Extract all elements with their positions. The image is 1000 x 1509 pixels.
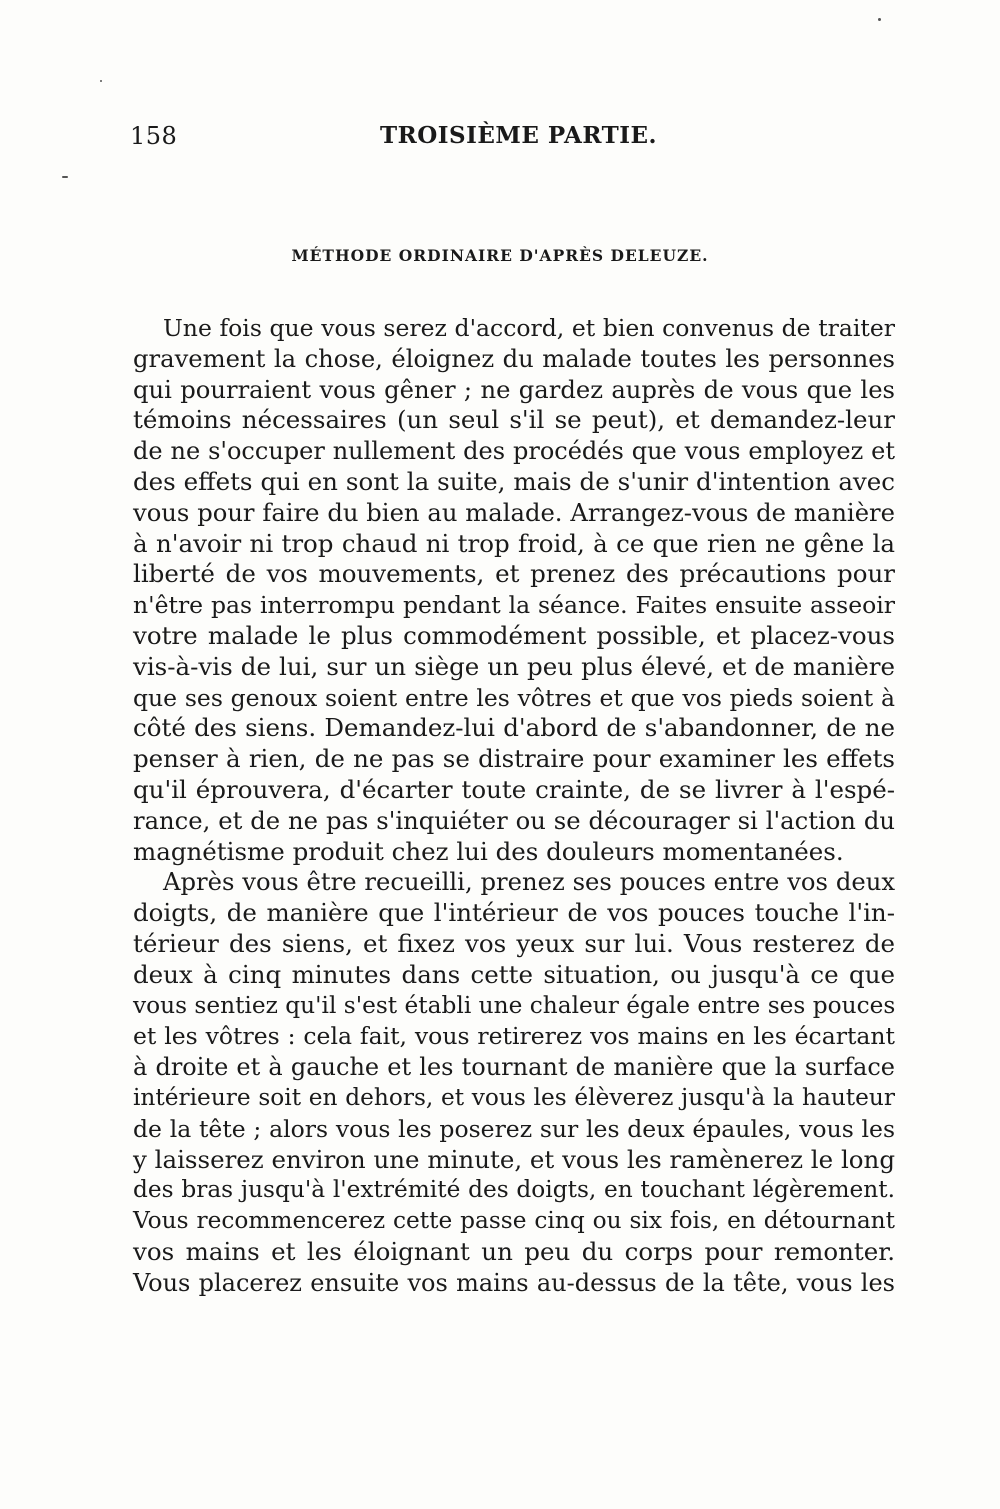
text-line: qu'il éprouvera, d'écarter toute crainte, de se livrer à l'espé- <box>133 774 895 804</box>
text-line: des effets qui en sont la suite, mais de s'unir d'intention avec <box>133 466 895 496</box>
paper-speck <box>100 80 102 82</box>
text-line: vos mains et les éloignant un peu du corps pour remonter. <box>133 1236 895 1266</box>
body-text <box>133 313 895 1299</box>
running-title: TROISIÈME PARTIE. <box>380 122 658 149</box>
section-heading: MÉTHODE ORDINAIRE D'APRÈS DELEUZE. <box>291 246 709 265</box>
text-line: côté des siens. Demandez-lui d'abord de s'abandonner, de ne <box>133 713 895 743</box>
text-line: y laisserez environ une minute, et vous les ramènerez le long <box>133 1144 895 1174</box>
text-line: témoins nécessaires (un seul s'il se peut), et demandez-leur <box>133 405 895 435</box>
text-line: magnétisme produit chez lui des douleurs momentanées. <box>133 836 844 866</box>
text-line: rance, et de ne pas s'inquiéter ou se décourager si l'action du <box>133 805 895 835</box>
text-line: de la tête ; alors vous les poserez sur les deux épaules, vous les <box>133 1114 895 1143</box>
text-line: Une fois que vous serez d'accord, et bien convenus de traiter <box>163 314 895 342</box>
text-line: votre malade le plus commodément possible, et placez-vous <box>133 620 895 650</box>
paragraph-1 <box>133 313 895 867</box>
text-line: que ses genoux soient entre les vôtres et que vos pieds soient à <box>133 683 895 712</box>
text-line: doigts, de manière que l'intérieur de vos pouces touche l'in- <box>133 898 895 928</box>
text-line: vis-à-vis de lui, sur un siège un peu plus élevé, et de manière <box>133 651 895 681</box>
text-line: intérieure soit en dehors, et vous les élèverez jusqu'à la hauteur <box>133 1083 895 1111</box>
paper-speck <box>878 18 881 21</box>
text-line: vous sentiez qu'il s'est établi une chaleur égale entre ses pouces <box>133 991 896 1019</box>
text-line: à n'avoir ni trop chaud ni trop froid, à ce que rien ne gêne la <box>133 528 895 558</box>
text-line: penser à rien, de ne pas se distraire pour examiner les effets <box>133 744 895 774</box>
text-line: deux à cinq minutes dans cette situation, ou jusqu'à ce que <box>133 959 895 989</box>
paragraph-2 <box>133 867 895 1298</box>
text-line: qui pourraient vous gêner ; ne gardez auprès de vous que les <box>133 374 895 404</box>
text-line: Vous placerez ensuite vos mains au-dessus de la tête, vous les <box>133 1268 895 1297</box>
text-line: de ne s'occuper nullement des procédés que vous employez et <box>133 437 895 466</box>
page-number: 158 <box>130 122 178 150</box>
text-line: liberté de vos mouvements, et prenez des précautions pour <box>133 559 895 589</box>
page-header <box>130 122 896 156</box>
text-line: et les vôtres : cela fait, vous retirerez vos mains en les écartant <box>133 1022 895 1051</box>
text-line: des bras jusqu'à l'extrémité des doigts, en touchant légèrement. <box>133 1176 895 1204</box>
text-line: Vous recommencerez cette passe cinq ou six fois, en détournant <box>133 1207 895 1235</box>
paper-speck <box>62 176 68 178</box>
text-line: n'être pas interrompu pendant la séance. Faites ensuite asseoir <box>133 591 895 620</box>
text-line: vous pour faire du bien au malade. Arrangez-vous de manière <box>133 497 895 527</box>
text-line: gravement la chose, éloignez du malade toutes les personnes <box>133 343 895 373</box>
text-line: Après vous être recueilli, prenez ses pouces entre vos deux <box>163 867 895 897</box>
text-line: térieur des siens, et fixez vos yeux sur lui. Vous resterez de <box>133 928 895 958</box>
text-line: à droite et à gauche et les tournant de manière que la surface <box>133 1053 895 1082</box>
